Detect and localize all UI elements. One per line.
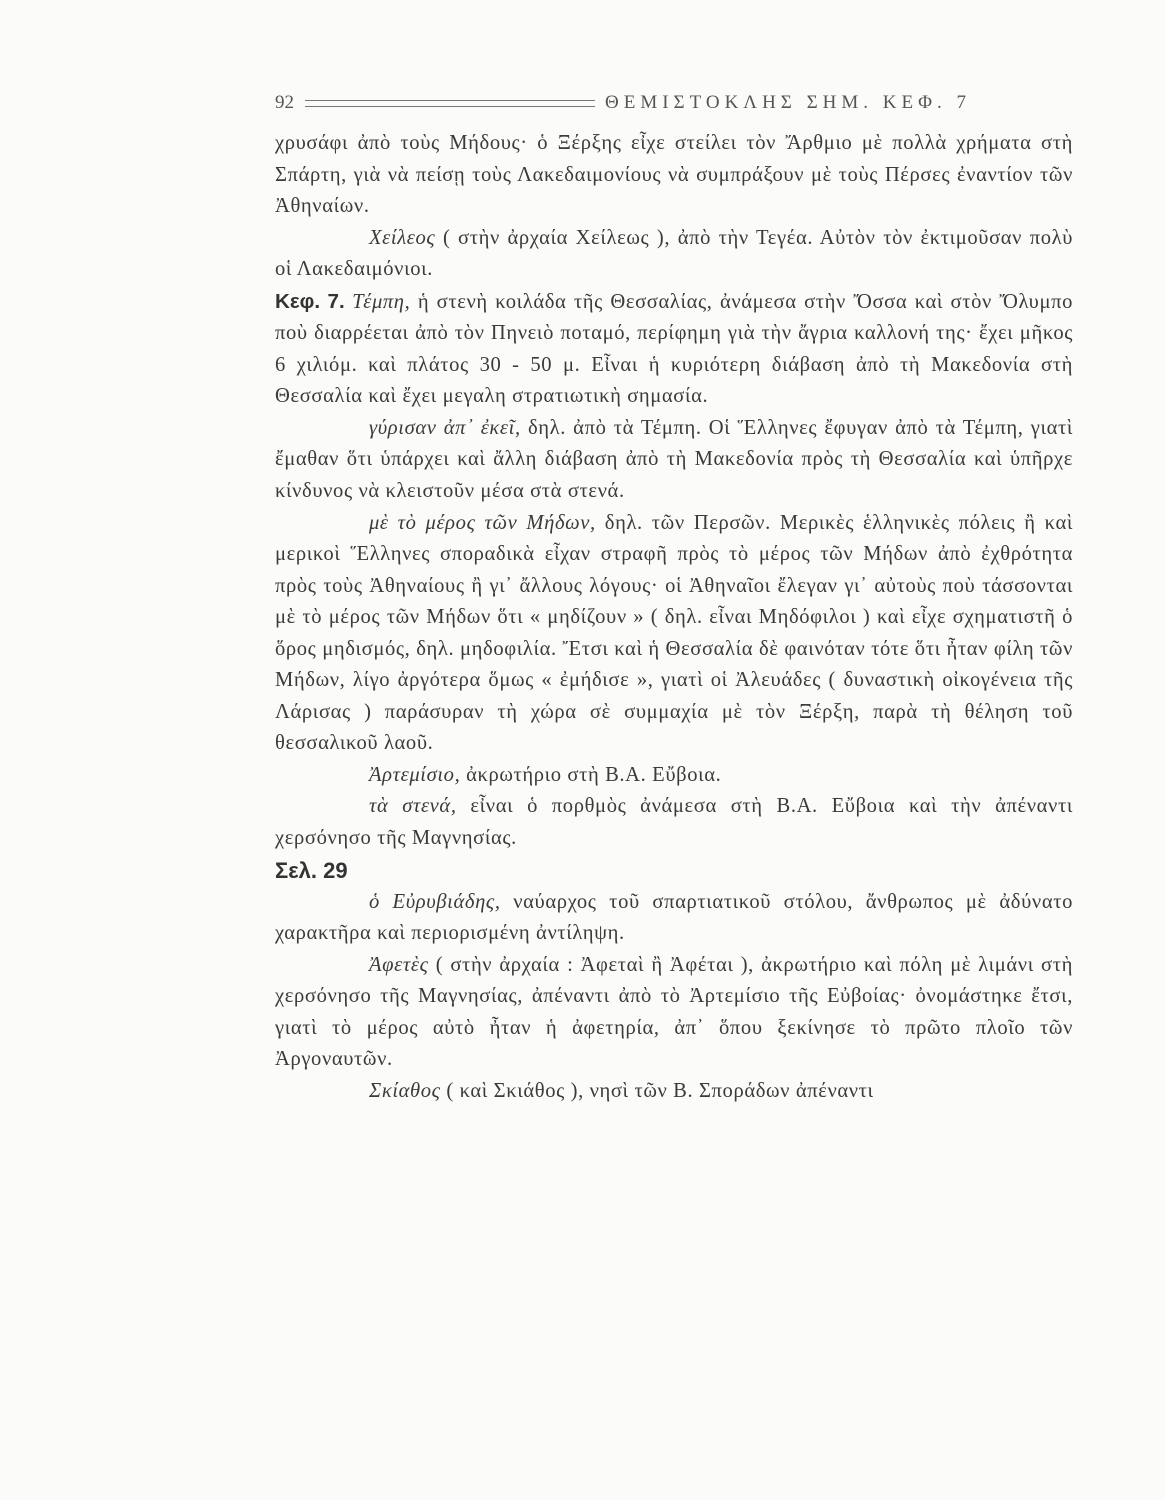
paragraph: Ἀρτεμίσιο, ἀκρωτήριο στὴ Β.Α. Εὔβοια.	[369, 763, 722, 786]
paragraph: γύρισαν ἀπ᾽ ἐκεῖ, δηλ. ἀπὸ τὰ Τέμπη. Οἱ Ἕλληνες ἔφυγαν ἀπὸ τὰ Τέμπη, γιατὶ ἔμαθαν ὅτι ὑπάρχει καὶ ἄλλη διάβαση ἀπὸ τὴ Μακεδονία πρὸς τὴ Θεσσαλία καὶ ὑπῆρχε κίνδυνος νὰ κλειστοῦν μέσα στὰ στενά.	[275, 416, 1074, 503]
paragraph: ὁ Εὐρυβιάδης, ναύαρχος τοῦ σπαρτιατικοῦ στόλου, ἄνθρωπος μὲ ἀδύνατο χαρακτῆρα καὶ περιορισμένη ἀντίληψη.	[275, 890, 1073, 945]
paragraph: Ἀφετὲς ( στὴν ἀρχαία : Ἀφεταὶ ἢ Ἀφέται ), ἀκρωτήριο καὶ πόλη μὲ λιμάνι στὴ χερσόνησο τῆς Μαγνησίας, ἀπέναντι ἀπὸ τὸ Ἀρτεμίσιο τῆς Εὐβοίας· ὀνομάστηκε ἔτσι, γιατὶ τὸ μέρος αὐτὸ ἦταν ἡ ἀφετηρία, ἀπ᾽ ὅπου ξεκίνησε τὸ πρῶτο πλοῖο τῶν Ἀργοναυτῶν.	[275, 953, 1073, 1071]
paragraph: Σκίαθος ( καὶ Σκιάθος ), νησὶ τῶν Β. Σποράδων ἀπέναντι	[369, 1079, 874, 1102]
running-title: ΘΕΜΙΣΤΟΚΛΗΣ ΣΗΜ. ΚΕΦ. 7	[605, 92, 972, 113]
paragraph: τὰ στενά, εἶναι ὁ πορθμὸς ἀνάμεσα στὴ Β.Α. Εὔβοια καὶ τὴν ἀπέναντι χερσόνησο τῆς Μαγνησίας.	[275, 795, 1073, 850]
term: μὲ τὸ μέρος τῶν Μήδων,	[369, 511, 596, 534]
page-header	[275, 88, 1073, 118]
term: Τέμπη,	[352, 290, 411, 313]
term: Ἀφετὲς	[369, 953, 429, 976]
paragraph: Κεφ. 7. Τέμπη, ἡ στενὴ κοιλάδα τῆς Θεσσαλίας, ἀνάμεσα στὴν Ὄσσα καὶ στὸν Ὄλυμπο ποὺ διαρρέεται ἀπὸ τὸν Πηνειὸ ποταμό, περίφημη γιὰ τὴν ἄγρια καλλονή της· ἔχει μῆκος 6 χιλιόμ. καὶ πλάτος 30 - 50 μ. Εἶναι ἡ κυριότερη διάβαση ἀπὸ τὴ Μακεδονία στὴ Θεσσαλία καὶ ἔχει μεγαλη στρατιωτικὴ σημασία.	[275, 289, 1073, 408]
chapter-label: Κεφ. 7.	[275, 289, 345, 313]
header-rule	[305, 100, 595, 107]
term: Ἀρτεμίσιο,	[369, 763, 461, 786]
term: Χείλεος	[369, 226, 436, 249]
section-heading: Σελ. 29	[275, 857, 348, 883]
term: τὰ στενά,	[369, 795, 457, 818]
paragraph: Χείλεος ( στὴν ἀρχαία Χείλεως ), ἀπὸ τὴν Τεγέα. Αὐτὸν τὸν ἐκτιμοῦσαν πολὺ οἱ Λακεδαιμόνιοι.	[275, 226, 1073, 281]
paragraph: χρυσάφι ἀπὸ τοὺς Μήδους· ὁ Ξέρξης εἶχε στείλει τὸν Ἄρθμιο μὲ πολλὰ χρήματα στὴ Σπάρτη, γιὰ νὰ πείσῃ τοὺς Λακεδαιμονίους νὰ συμπράξουν μὲ τοὺς Πέρσες ἐναντίον τῶν Ἀθηναίων.	[275, 132, 1073, 218]
paragraph: μὲ τὸ μέρος τῶν Μήδων, δηλ. τῶν Περσῶν. Μερικὲς ἑλληνικὲς πόλεις ἢ καὶ μερικοὶ Ἕλληνες σποραδικὰ εἶχαν στραφῆ πρὸς τὸ μέρος τῶν Μήδων ἀπὸ ἐχθρότητα πρὸς τοὺς Ἀθηναίους ἢ γι᾽ ἄλλους λόγους· οἱ Ἀθηναῖοι ἔλεγαν γι᾽ αὐτοὺς ποὺ τάσσονται μὲ τὸ μέρος τῶν Μήδων ὅτι « μηδίζουν » ( δηλ. εἶναι Μηδόφιλοι ) καὶ εἶχε σχηματιστῆ ὁ ὅρος μηδισμός, δηλ. μηδοφιλία. Ἔτσι καὶ ἡ Θεσσαλία δὲ φαινόταν τότε ὅτι ἦταν φίλη τῶν Μήδων, λίγο ἀργότερα ὅμως « ἐμήδισε », γιατὶ οἱ Ἀλευάδες ( δυναστικὴ οἰκογένεια τῆς Λάρισας ) παράσυραν τὴ χώρα σὲ συμμαχία μὲ τὸν Ξέρξη, παρὰ τὴ θέληση τοῦ θεσσαλικοῦ λαοῦ.	[275, 511, 1073, 755]
page-number: 92	[275, 92, 294, 113]
term: ὁ Εὐρυβιάδης,	[369, 890, 501, 913]
body-text	[275, 128, 1073, 1107]
term: Σκίαθος	[369, 1079, 441, 1102]
term: γύρισαν ἀπ᾽ ἐκεῖ,	[369, 416, 521, 439]
